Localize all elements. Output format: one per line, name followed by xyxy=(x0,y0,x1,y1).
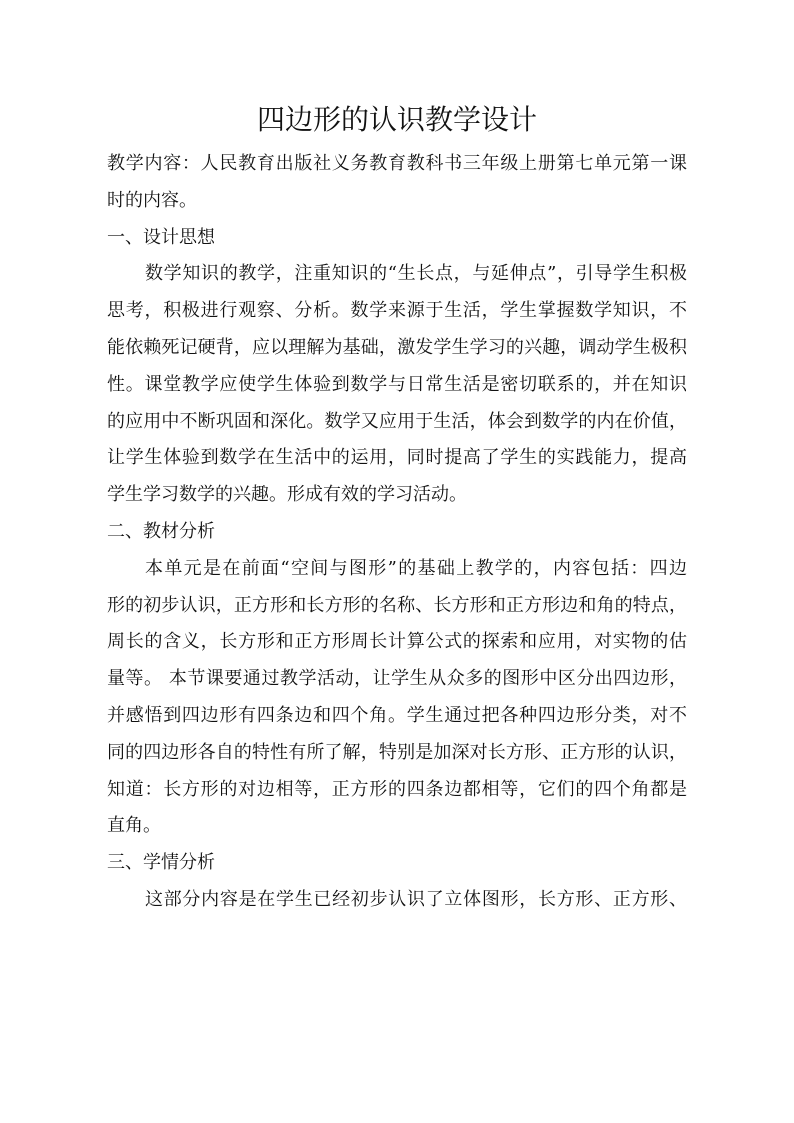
paragraph-line: 量等。 本节课要通过教学活动，让学生从众多的图形中区分出四边形， xyxy=(107,668,687,690)
paragraph-line: 的应用中不断巩固和深化。数学又应用于生活，体会到数学的内在价值， xyxy=(107,410,687,432)
intro-line: 教学内容：人民教育出版社义务教育教科书三年级上册第七单元第一课 xyxy=(107,153,687,174)
section-heading: 一、设计思想 xyxy=(107,226,215,248)
document-title: 四边形的认识教学设计 xyxy=(256,103,537,136)
paragraph-line: 知道：长方形的对边相等，正方形的四条边都相等，它们的四个角都是 xyxy=(107,778,687,800)
paragraph-line: 能依赖死记硬背，应以理解为基础，激发学生学习的兴趣，调动学生极积 xyxy=(107,336,687,358)
intro-line: 时的内容。 xyxy=(107,189,197,211)
paragraph-line: 直角。 xyxy=(107,815,161,837)
section-heading: 三、学情分析 xyxy=(107,852,215,874)
paragraph-line: 周长的含义，长方形和正方形周长计算公式的探索和应用，对实物的估 xyxy=(107,631,687,653)
section-design-idea xyxy=(107,220,687,514)
paragraph-line: 同的四边形各自的特性有所了解，特别是加深对长方形、正方形的认识， xyxy=(107,741,687,763)
section-material-analysis xyxy=(107,514,687,845)
paragraph-line: 这部分内容是在学生已经初步认识了立体图形，长方形、正方形、 xyxy=(145,888,687,910)
paragraph-line: 本单元是在前面“空间与图形”的基础上教学的，内容包括：四边 xyxy=(145,557,687,579)
document-page xyxy=(107,100,687,919)
paragraph-line: 思考，积极进行观察、分析。数学来源于生活，学生掌握数学知识，不 xyxy=(107,300,687,322)
paragraph-line: 数学知识的教学，注重知识的“生长点，与延伸点”，引导学生积极 xyxy=(145,263,687,285)
paragraph-line: 让学生体验到数学在生活中的运用，同时提高了学生的实践能力，提高 xyxy=(107,447,687,469)
section-heading: 二、教材分析 xyxy=(107,520,215,542)
section-student-analysis xyxy=(107,845,687,919)
intro-block xyxy=(107,146,687,220)
paragraph-line: 并感悟到四边形有四条边和四个角。学生通过把各种四边形分类，对不 xyxy=(107,704,687,726)
paragraph-line: 学生学习数学的兴趣。形成有效的学习活动。 xyxy=(107,484,467,506)
paragraph-line: 形的初步认识，正方形和长方形的名称、长方形和正方形边和角的特点， xyxy=(107,594,687,616)
paragraph-line: 性。课堂教学应使学生体验到数学与日常生活是密切联系的，并在知识 xyxy=(107,373,687,395)
